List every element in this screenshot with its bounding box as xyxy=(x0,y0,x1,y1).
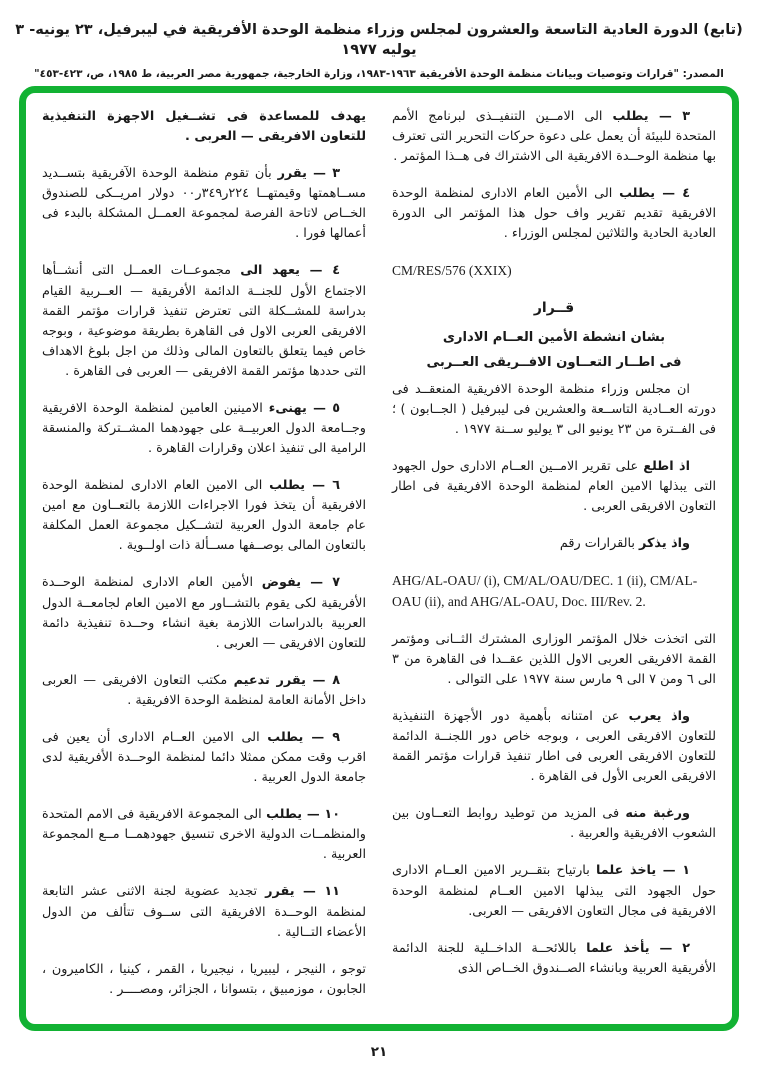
paragraph: ٨ — يقرر تدعيم مكتب التعاون الافريقى — العربى داخل الأمانة العامة لمنظمة الوحدة الافريقية . xyxy=(42,672,366,708)
paragraph: ورغبة منه فى المزيد من توطيد روابط التعــاون بين الشعوب الافريقية والعربية . xyxy=(392,806,716,842)
paragraph: ٥ — يهنىء الامينين العامين لمنظمة الوحدة الافريقية وجــامعة الدول العربيــة على جهودهما المشــتركة والمنسقة الرامية الى تنفيذ اعلان وقرارات القاهرة . xyxy=(42,400,366,457)
paragraph: ٩ — يطلب الى الامين العــام الادارى أن يعين فى اقرب وقت ممكن ممثلا دائما لمنظمة الوحــدة الأفريقية لدى جامعة الدول العربية . xyxy=(42,729,366,786)
paragraph-lead: ٦ — يطلب xyxy=(269,478,341,494)
paragraph: توجو ، النيجر ، ليبيريا ، نيجيريا ، القمر ، كينيا ، الكاميرون ، الجابون ، موزمبيق ، بتسوانا ، الجزائر، ومصــــر . xyxy=(42,961,366,997)
paragraph-lead: ٢ — يأخذ علما xyxy=(586,940,690,956)
paragraph-lead: يهدف للمساعدة فى تشــغيل الاجهزة التنفيذية للتعاون الافريقى — العربى . xyxy=(42,109,366,145)
resolution-title: قــرار xyxy=(533,299,575,316)
paragraph xyxy=(42,107,366,147)
column-right xyxy=(392,107,716,1016)
paragraph-lead: ٣ — يطلب xyxy=(612,109,691,124)
resolution-subtitle: بشان انشطة الأمين العــام الادارى xyxy=(442,329,666,345)
paragraph-lead: ٩ — يطلب xyxy=(267,729,340,745)
paragraph: ٤ — يطلب الى الأمين العام الادارى لمنظمة الوحدة الافريقية تقديم تقرير واف حول هذا المؤتمر الى الدورة العادية الحادية والثلاثين لمجلس الوزراء . xyxy=(392,186,716,242)
paragraph: اذ اطلع على تقرير الامــين العــام الادارى حول الجهود التى يبذلها الامين العام لمنظمة الوحدة الافريقية فى اطار التعاون الافريقى العربى . xyxy=(392,458,716,515)
paragraph: ٣ — يقرر بأن تقوم منظمة الوحدة الآفريقية بتســديد مســاهمتها وقيمتهــا ٢٢٤ر٣٤٩ر٠٠ دولار امريــكى للصندوق الخــاص لاتاحة الفرصة لمجموعة العمــل المشكلة بالبدء فى أعمالها فورا . xyxy=(42,166,366,242)
paragraph: ٣ — يطلب الى الامــين التنفيــذى لبرنامج الأمم المتحدة للبيئة أن يعمل على دعوة حركات التحرير التى تعترف بها منظمة الوحــدة الافريقية الى الاشتراك فى هــذا المؤتمر . xyxy=(392,109,716,165)
paragraph-lead: واذ يعرب xyxy=(628,709,690,724)
source-citation: المصدر: "قرارات وتوصيات وبيانات منظمة الوحدة الأفريقية ١٩٦٣-١٩٨٣، وزارة الخارجية، جمهورية مصر العربية، ط ١٩٨٥، ص، ٤٢٣-٤٥٣" xyxy=(34,67,724,80)
paragraph-lead: ١٠ — يطلب xyxy=(266,807,341,823)
paragraph: ان مجلس وزراء منظمة الوحدة الافريقية المنعقــد فى دورته العــادية التاســعة والعشرين فى ليبرفيل ( الجــابون ) ؛ فى الفــترة من ٢٣ يونيو الى ٣ يوليو ســنة ١٩٧٧ . xyxy=(392,381,716,437)
paragraph-lead: ٧ — يفوض xyxy=(261,575,340,591)
paragraph-lead: اذ اطلع xyxy=(643,458,690,474)
paragraph: واذ يذكر بالقرارات رقم xyxy=(559,536,690,552)
page-header xyxy=(0,0,758,80)
paragraph: ٦ — يطلب الى الامين العام الادارى لمنظمة الوحدة الافريقية أن يتخذ فورا الاجراءات اللازمة بالتعــاون مع امين عام جامعة الدول العربية لتشــكيل مجموعة العمل المكلفة بالتعاون المالى بوصــفها مســألة ذات اولــوية . xyxy=(42,478,366,554)
paragraph: ٤ — يعهد الى مجموعــات العمــل التى أنشــأها الاجتماع الأول للجنــة الدائمة الأفريقية — العــربية القيام بدراسة للمشــكلة التى تعترض تنفيذ قرارات مؤتمر القمة الافريقى العربى الاول فى القاهرة بطريقة موضوعية ، وبوجه خاص فيما يتعلق بالتعاون المالى وذلك من اجل بلوغ الاهداف التى حددها مؤتمر القمة الافريقى — العربى فى القاهرة . xyxy=(42,263,366,379)
paragraph: ١ — ياخذ علما بارتياح بتقــرير الامين العــام الادارى حول الجهود التى يبذلها الامين العــام لمنظمة الوحدة الافريقية فى مجال التعاون الافريقى — العربى. xyxy=(392,863,716,919)
paragraph-lead: ٥ — يهنىء xyxy=(268,400,340,416)
document-frame xyxy=(19,86,739,1031)
paragraph: ١١ — يقرر تجديد عضوية لجنة الاثنى عشر التابعة لمنظمة الوحــدة الافريقية التى ســوف تتألف من الدول الأعضاء التــالية . xyxy=(42,884,366,940)
paragraph-lead: ١ — ياخذ علما xyxy=(595,863,690,879)
paragraph: ٢ — يأخذ علما باللائحــة الداخــلية للجنة الدائمة الأفريقية العربية وبانشاء الصــندوق الخــاص الذى xyxy=(392,940,716,976)
paragraph-lead: ١١ — يقرر xyxy=(265,884,340,900)
resolution-subtitle: فى اطــار التعــاون الافــريقى العــربى xyxy=(426,354,682,370)
two-column-layout xyxy=(42,107,716,1016)
session-title: (تابع) الدورة العادية التاسعة والعشرون لمجلس وزراء منظمة الوحدة الأفريقية في ليبرفيل، ٢٣ يونيه- ٣ يوليه ١٩٧٧ xyxy=(15,22,743,59)
page-number: ٢١ xyxy=(370,1044,388,1060)
paragraph: التى اتخذت خلال المؤتمر الوزارى المشترك الثــانى ومؤتمر القمة الافريقى العربى الاول اللذين عقــدا فى القاهرة من ٣ الى ٦ ومن ٧ الى ٩ مارس سنة ١٩٧٧ على التوالى . xyxy=(392,631,716,687)
paragraph-lead: ٤ — يعهد الى xyxy=(240,263,340,279)
paragraph: ١٠ — يطلب الى المجموعة الافريقية فى الامم المتحدة والمنظمــات الدولية الاخرى تنسيق جهودهمــا مــع المجموعة العربية . xyxy=(42,807,366,863)
document-reference: AHG/AL-OAU/ (i), CM/AL/OAU/DEC. 1 (ii), CM/AL-OAU (ii), and AHG/AL-OAU, Doc. III/Rev. 2. xyxy=(392,573,698,609)
paragraph: واذ يعرب عن امتنانه بأهمية دور الأجهزة التنفيذية للتعاون الافريقى العربى ، وبوجه خاص دور اللجنــة الدائمة للتعاون الافريقى العربى فى اطار تنفيذ قرارات مؤتمر القمة الافريقى العربى الأول فى القاهرة . xyxy=(392,709,716,785)
paragraph-lead: ورغبة منه xyxy=(625,806,690,822)
document-reference: CM/RES/576 (XXIX) xyxy=(392,263,512,279)
paragraph-lead: واذ يذكر xyxy=(639,536,690,552)
paragraph: ٧ — يفوض الأمين العام الادارى لمنظمة الوحــدة الأفريقية لكى يقوم بالتشــاور مع الامين العام لجامعــة الدول العربية بالدراسات اللازمة بغية انشاء وحــدة تنفيذية دائمة للتعاون الافريقى — العربى . xyxy=(42,575,366,651)
paragraph-lead: ٤ — يطلب xyxy=(619,186,691,202)
paragraph-lead: ٨ — يقرر تدعيم xyxy=(233,672,340,688)
paragraph-lead: ٣ — يقرر xyxy=(277,166,340,182)
column-left xyxy=(42,107,366,1016)
